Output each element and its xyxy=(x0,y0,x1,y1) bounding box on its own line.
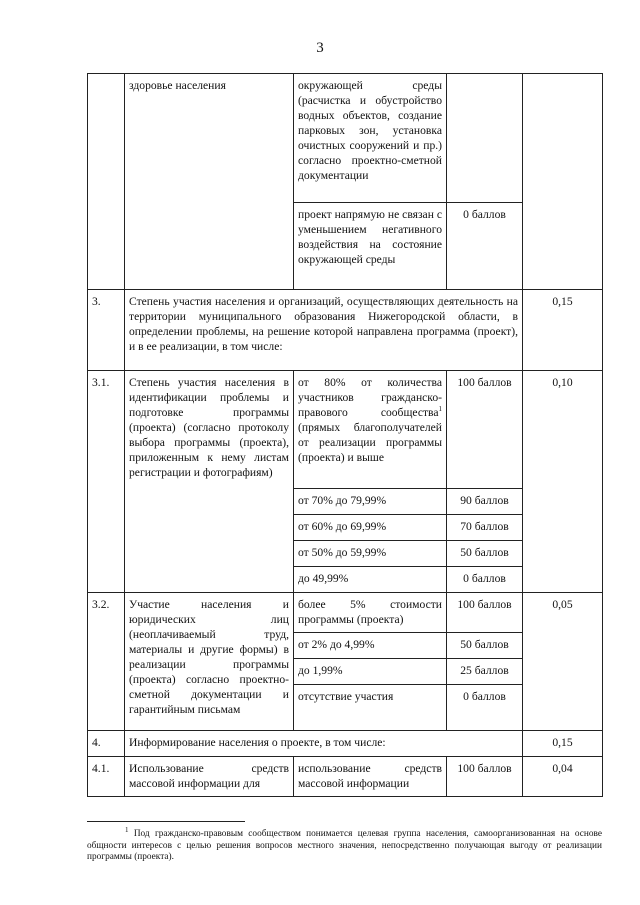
table-row xyxy=(88,74,603,203)
weight-cell: 0,05 xyxy=(523,593,603,731)
score-cell xyxy=(447,74,523,203)
condition-cell: отсутствие участия xyxy=(294,685,447,731)
condition-cell: более 5% стоимости программы (проекта) xyxy=(294,593,447,633)
criterion-cell: Участие населения и юридических лиц (неоплачиваемый труд, материалы и другие формы) в реализации программы (проекта) согласно проектно-сметной документации и гарантийным письмам xyxy=(125,593,294,731)
score-cell: 25 баллов xyxy=(447,659,523,685)
cell-empty xyxy=(88,74,125,290)
condition-cell: проект напрямую не связан с уменьшением негативного воздействия на состояние окружающей среды xyxy=(294,203,447,290)
criterion-cell: здоровье населения xyxy=(125,74,294,290)
row-number: 3.2. xyxy=(88,593,125,731)
weight-cell: 0,04 xyxy=(523,757,603,797)
weight-cell: 0,15 xyxy=(523,731,603,757)
score-cell: 70 баллов xyxy=(447,515,523,541)
condition-cell: окружающей среды (расчистка и обустройство водных объектов, создание парковых зон, установка очистных сооружений и пр.) согласно проектно-сметной документации xyxy=(294,74,447,203)
weight-cell xyxy=(523,74,603,290)
score-cell: 100 баллов xyxy=(447,593,523,633)
condition-cell: до 49,99% xyxy=(294,567,447,593)
table-row xyxy=(88,757,603,797)
table-row xyxy=(88,731,603,757)
criterion-cell: Использование средств массовой информации для xyxy=(125,757,294,797)
condition-cell: использование средств массовой информации xyxy=(294,757,447,797)
section-text: Степень участия населения и организаций, осуществляющих деятельность на территории муниципального образования Нижегородской области, в определении проблемы, на решение которой направлена программа (проект), и в ее реализации, в том числе: xyxy=(125,290,523,371)
score-cell: 90 баллов xyxy=(447,489,523,515)
condition-cell xyxy=(294,371,447,489)
section-text: Информирование населения о проекте, в том числе: xyxy=(125,731,523,757)
score-cell: 0 баллов xyxy=(447,203,523,290)
row-number: 4.1. xyxy=(88,757,125,797)
table-row xyxy=(88,290,603,371)
row-number: 3. xyxy=(88,290,125,371)
score-cell: 50 баллов xyxy=(447,633,523,659)
score-cell: 0 баллов xyxy=(447,685,523,731)
score-cell: 100 баллов xyxy=(447,757,523,797)
condition-cell: от 2% до 4,99% xyxy=(294,633,447,659)
footnote-text: Под гражданско-правовым сообществом понимается целевая группа населения, самоорганизованная на основе общности интересов с целью решения вопросов местного значения, непосредственно получающая выгоду от реализации программы (проекта). xyxy=(87,829,602,862)
condition-text: от 80% от количества участников гражданско-правового сообщества xyxy=(298,376,442,419)
condition-cell: от 50% до 59,99% xyxy=(294,541,447,567)
footnote-marker: 1 xyxy=(438,405,442,414)
score-cell: 100 баллов xyxy=(447,371,523,489)
footnote-marker: 1 xyxy=(125,825,129,834)
row-number: 4. xyxy=(88,731,125,757)
table-row xyxy=(88,593,603,633)
score-cell: 50 баллов xyxy=(447,541,523,567)
score-cell: 0 баллов xyxy=(447,567,523,593)
weight-cell: 0,10 xyxy=(523,371,603,593)
row-number: 3.1. xyxy=(88,371,125,593)
footnote-separator xyxy=(87,821,245,822)
condition-cell: от 60% до 69,99% xyxy=(294,515,447,541)
criterion-cell: Степень участия населения в идентификации проблемы и подготовке программы (проекта) (согласно протоколу выбора программы (проекта), приложенным к нему листам регистрации и фотографиям) xyxy=(125,371,294,593)
page-number: 3 xyxy=(316,40,324,56)
condition-cell: до 1,99% xyxy=(294,659,447,685)
condition-text: (прямых благополучателей от реализации программы (проекта) и выше xyxy=(298,421,442,464)
condition-cell: от 70% до 79,99% xyxy=(294,489,447,515)
criteria-table xyxy=(87,73,603,797)
table-row xyxy=(88,371,603,489)
weight-cell: 0,15 xyxy=(523,290,603,371)
footnote xyxy=(87,825,602,864)
